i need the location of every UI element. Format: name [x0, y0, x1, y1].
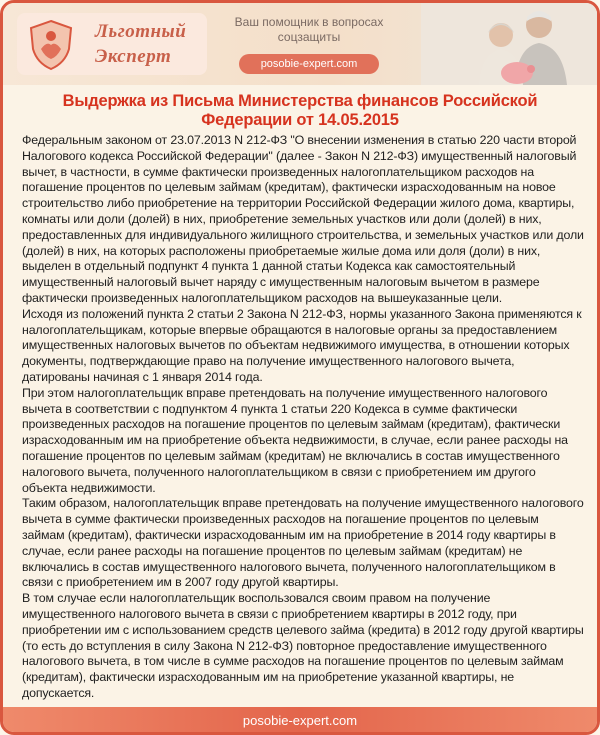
paragraph: Федеральным законом от 23.07.2013 N 212-ФЗ "О внесении изменения в статью 220 части второй Налогового кодекса Российской Федерации" (далее - Закон N 212-ФЗ) имущественный налоговый вычет, в частности, в сумме фактически произведенных налогоплательщиком расходов на погашение процентов по целевым займам (кредитам), фактически израсходованным на новое строительство либо приобретение на территории Российской Федерации жилого дома, квартиры, комнаты или доли (долей) в них, приобретение земельных участков или доли (долей) в них, предоставленных для индивидуального жилищного строительства, и земельных участков или доли (долей) в них, на которых расположены приобретаемые жилые дома или доля (доли) в них, выделен в отдельный подпункт 4 пункта 1 данной статьи Кодекса как самостоятельный имущественный налоговый вычет наряду с имущественным налоговым вычетом в размере фактически произведенных налогоплательщиком расходов на вышеуказанные цели.: [22, 133, 584, 305]
tagline-line2: соцзащиты: [277, 30, 341, 44]
paragraph: При этом налогоплательщик вправе претендовать на получение имущественного налогового вычета в соответствии с подпунктом 4 пункта 1 статьи 220 Кодекса в сумме фактически произведенных расходов на погашение процентов по целевым займам (кредитам), фактически израсходованным им на приобретение объекта недвижимости, в случае, если ранее расходы на погашение процентов по целевым займам (кредитам) не включались в состав имущественного налогового вычета, полученного налогоплательщиком в связи с приобретением им другого объекта недвижимости.: [22, 385, 568, 495]
site-link-pill[interactable]: posobie-expert.com: [239, 54, 379, 74]
logo-block[interactable]: [17, 13, 207, 75]
footer-site-link[interactable]: posobie-expert.com: [3, 707, 597, 735]
shield-hands-logo-icon: [27, 19, 75, 71]
letter-excerpt: [22, 133, 584, 701]
paragraph: Таким образом, налогоплательщик вправе претендовать на получение имущественного налогового вычета в сумме фактически произведенных расходов на погашение процентов по целевым займам (кредитам), фактически израсходованным им на приобретение в 2014 году квартиры в случае, если ранее расходы на погашение процентов по целевым займам (кредитам) не включались в состав имущественного налогового вычета, полученного налогоплательщиком в связи с приобретением им в 2007 году другой квартиры.: [22, 496, 584, 590]
brand-name-line2: Эксперт: [95, 46, 172, 67]
tagline: [229, 15, 389, 45]
paragraph: Исходя из положений пункта 2 статьи 2 Закона N 212-ФЗ, нормы указанного Закона применяются к налогоплательщикам, которые впервые обращаются в налоговые органы за предоставлением имущественных налоговых вычетов по объектам недвижимого имущества, в отношении которых документы, подтверждающие право на получение имущественного налогового вычета, датированы начиная с 1 января 2014 года.: [22, 306, 582, 384]
tagline-line1: Ваш помощник в вопросах: [234, 15, 384, 29]
header-banner: [3, 3, 597, 85]
page-title: Выдержка из Письма Министерства финансов Российской Федерации от 14.05.2015: [62, 92, 538, 129]
paragraph: В том случае если налогоплательщик воспользовался своим правом на получение имущественного налогового вычета в связи с приобретением квартиры в 2012 году, при приобретении им с использованием средств целевого займа (кредита) в 2012 году другой квартиры (то есть до вступления в силу Закона N 212-ФЗ) повторное предоставление имущественного налогового вычета, в том числе в сумме расходов на погашение процентов по целевым займам (кредитам), фактически израсходованным им на приобретение указанной квартиры, не допускается.: [22, 591, 584, 700]
brand-name-line1: Льготный: [95, 21, 187, 42]
elderly-couple-photo: [421, 3, 597, 85]
